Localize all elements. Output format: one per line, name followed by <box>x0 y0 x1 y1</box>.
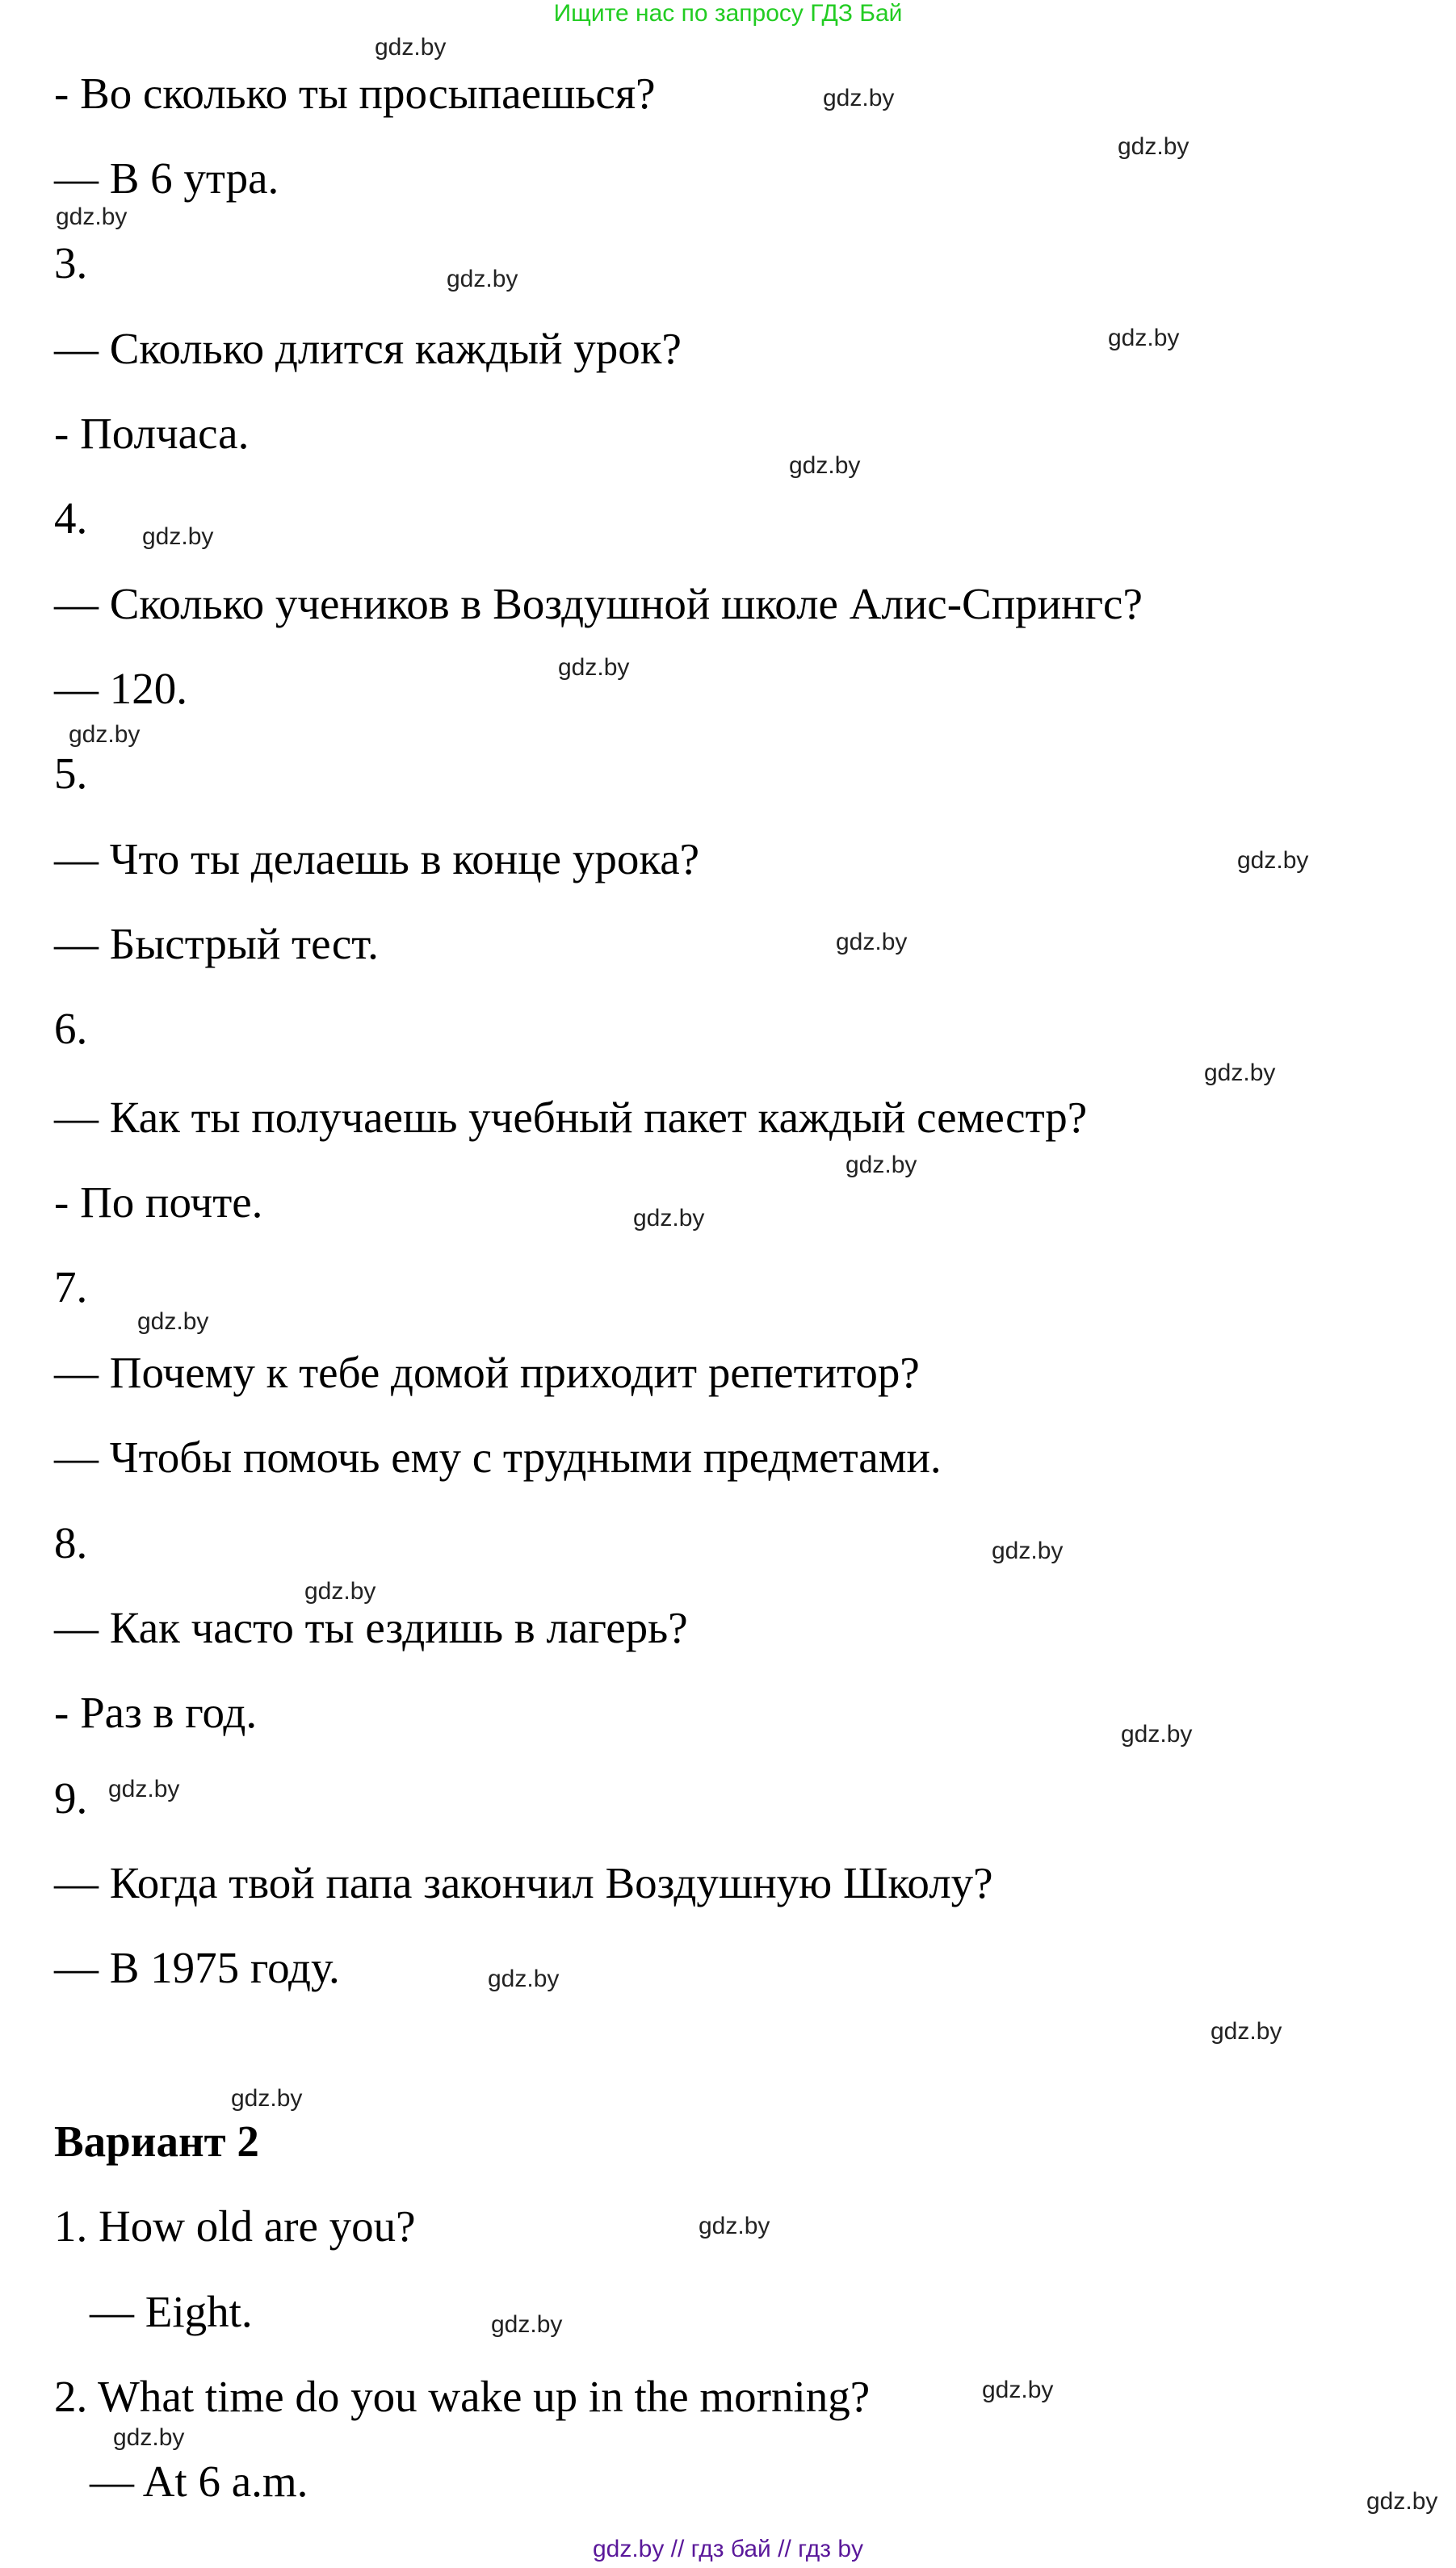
text-line: — Чтобы помочь ему с трудными предметами. <box>54 1433 942 1482</box>
text-line: 6. <box>54 1004 88 1053</box>
footer-watermark: gdz.by // гдз бай // гдз by <box>592 2536 864 2562</box>
text-line: 8. <box>54 1518 88 1567</box>
text-line: 3. <box>54 238 88 287</box>
watermark: gdz.by <box>142 523 214 550</box>
text-line: - Раз в год. <box>54 1688 258 1737</box>
watermark: gdz.by <box>1366 2488 1438 2515</box>
text-line: — 120. <box>54 664 187 713</box>
watermark: gdz.by <box>491 2311 563 2338</box>
watermark: gdz.by <box>488 1966 560 1992</box>
watermark: gdz.by <box>137 1308 209 1335</box>
text-line: 7. <box>54 1262 88 1311</box>
watermark: gdz.by <box>113 2424 185 2451</box>
text-line: — В 1975 году. <box>54 1943 340 1992</box>
watermark: gdz.by <box>1237 847 1309 874</box>
watermark: gdz.by <box>992 1538 1064 1564</box>
watermark: gdz.by <box>982 2377 1054 2403</box>
text-line: — Быстрый тест. <box>54 919 379 968</box>
text-line: — Сколько длится каждый урок? <box>54 324 682 373</box>
text-line: — Почему к тебе домой приходит репетитор? <box>54 1348 920 1397</box>
watermark: gdz.by <box>447 266 518 292</box>
text-line: - По почте. <box>54 1177 263 1227</box>
text-line: — At 6 a.m. <box>90 2457 308 2506</box>
watermark: gdz.by <box>789 452 861 479</box>
watermark: gdz.by <box>56 204 128 230</box>
text-line: — Сколько учеников в Воздушной школе Алис-Спрингс? <box>54 579 1143 628</box>
text-line: 4. <box>54 493 88 543</box>
watermark: gdz.by <box>845 1152 917 1178</box>
watermark: gdz.by <box>1121 1721 1193 1748</box>
watermark: gdz.by <box>823 85 895 111</box>
watermark: gdz.by <box>108 1776 180 1802</box>
text-line: - Во сколько ты просыпаешься? <box>54 69 656 118</box>
watermark: gdz.by <box>1211 2018 1282 2045</box>
text-line: 1. How old are you? <box>54 2201 416 2251</box>
watermark: gdz.by <box>1204 1060 1276 1086</box>
text-line: — Как часто ты ездишь в лагерь? <box>54 1603 688 1652</box>
watermark: gdz.by <box>633 1205 705 1232</box>
watermark: gdz.by <box>231 2085 303 2112</box>
text-line: — Когда твой папа закончил Воздушную Школу? <box>54 1858 993 1907</box>
text-line: — В 6 утра. <box>54 153 279 203</box>
text-line: — Eight. <box>90 2287 253 2336</box>
watermark: gdz.by <box>304 1578 376 1605</box>
text-line: — Что ты делаешь в конце урока? <box>54 834 700 883</box>
text-line: 5. <box>54 749 88 798</box>
text-line: 9. <box>54 1773 88 1823</box>
watermark: gdz.by <box>1118 133 1190 160</box>
watermark: gdz.by <box>1108 325 1180 351</box>
watermark: gdz.by <box>69 721 141 748</box>
text-line: - Полчаса. <box>54 409 250 458</box>
search-hint-banner: Ищите нас по запросу ГДЗ Бай <box>553 0 903 27</box>
text-line: 2. What time do you wake up in the morning? <box>54 2372 871 2421</box>
watermark: gdz.by <box>699 2213 770 2239</box>
watermark: gdz.by <box>375 34 447 61</box>
text-line: — Как ты получаешь учебный пакет каждый семестр? <box>54 1093 1088 1142</box>
watermark: gdz.by <box>836 929 908 955</box>
section-heading: Вариант 2 <box>54 2117 259 2166</box>
watermark: gdz.by <box>558 654 630 681</box>
